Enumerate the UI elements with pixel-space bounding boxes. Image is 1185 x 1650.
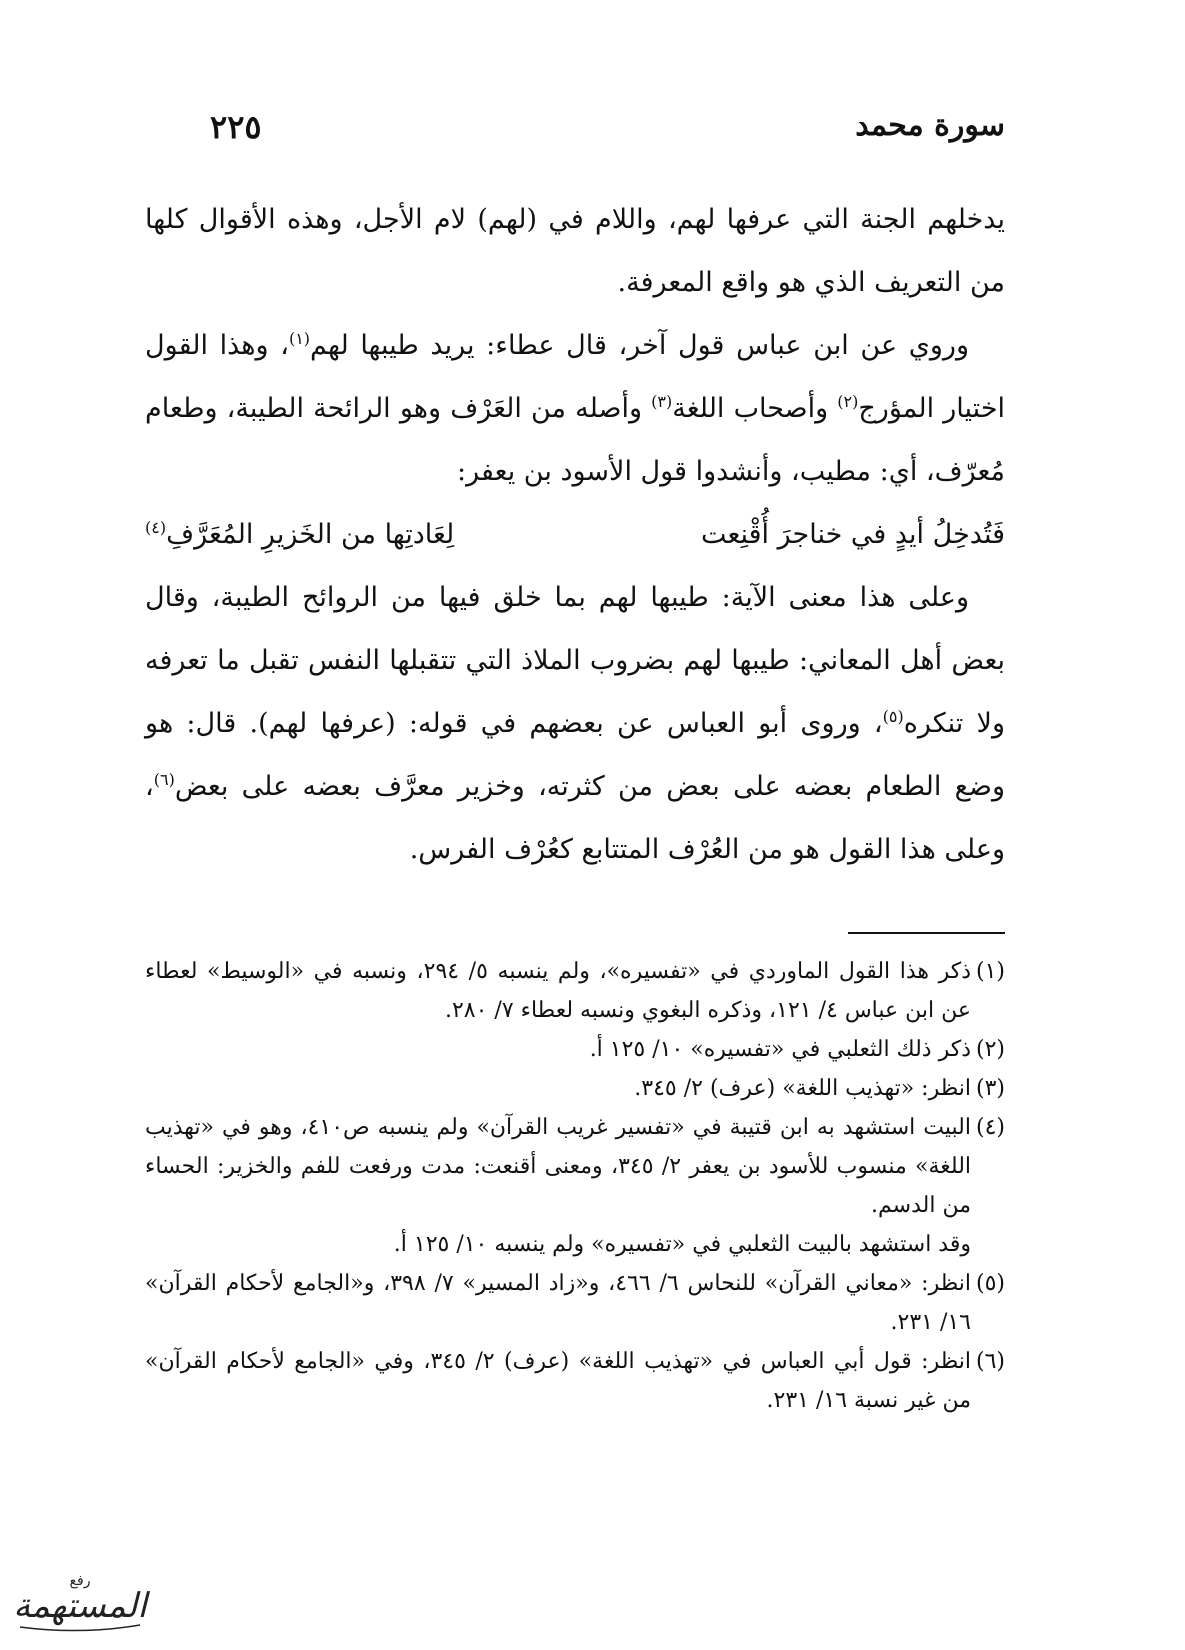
footnote bbox=[145, 1069, 1005, 1108]
paragraph-2-part-d: وأصله من العَرْف وهو الرائحة الطيبة، وطعام مُعرّف، أي: مطيب، وأنشدوا قول الأسود بن يعفر: bbox=[145, 393, 1005, 487]
footnote bbox=[145, 1342, 1005, 1420]
paragraph-1: يدخلهم الجنة التي عرفها لهم، واللام في (لهم) لام الأجل، وهذه الأقوال كلها من التعريف الذي هو واقع المعرفة. bbox=[145, 204, 1005, 298]
poetry-verse bbox=[145, 503, 1005, 566]
footnote-text: انظر: قول أبي العباس في «تهذيب اللغة» (عرف) ٢/ ٣٤٥، وفي «الجامع لأحكام القرآن» من غير نسبة ١٦/ ٢٣١. bbox=[145, 1349, 972, 1413]
footnote-number: (٣) bbox=[975, 1076, 1005, 1101]
footnotes bbox=[145, 952, 1005, 1420]
footnote bbox=[145, 1030, 1005, 1069]
footnote-ref-2[interactable]: (٢) bbox=[837, 392, 859, 411]
verse-second-hemistich: لِعَادتِها من الخَزيرِ المُعَرَّفِ bbox=[166, 519, 455, 550]
paragraph-3 bbox=[145, 566, 1005, 881]
logo-main-text: المستهمة bbox=[13, 1586, 147, 1626]
footnote-ref-1[interactable]: (١) bbox=[288, 329, 311, 348]
footnote-number: (٤) bbox=[975, 1115, 1005, 1140]
footnote-ref-6[interactable]: (٦) bbox=[153, 770, 175, 789]
footnote-ref-5[interactable]: (٥) bbox=[882, 707, 904, 726]
footnote-number: (١) bbox=[975, 959, 1005, 984]
paragraph-3-part-a: وعلى هذا معنى الآية: طيبها لهم بما خلق فيها من الروائح الطيبة، وقال بعض أهل المعاني: طيبها لهم بضروب الملاذ التي تتقبلها النفس تقبل ما تعرفه ولا تنكره bbox=[145, 582, 1005, 739]
footnote-ref-3[interactable]: (٣) bbox=[651, 392, 673, 411]
paragraph-3-part-c: ، وعلى هذا القول هو من العُرْف المتتابع كعُرْف الفرس. bbox=[145, 771, 1005, 865]
main-text bbox=[145, 188, 1005, 881]
footnote-text: ذكر هذا القول الماوردي في «تفسيره»، ولم ينسبه ٥/ ٢٩٤، ونسبه في «الوسيط» لعطاء عن ابن عباس ٤/ ١٢١، وذكره البغوي ونسبه لعطاء ٧/ ٢٨٠. bbox=[145, 959, 972, 1023]
verse-first-hemistich: فَتُدخِلُ أيدٍ في خناجرَ أُقْنِعت bbox=[700, 519, 1005, 550]
footnote-text: انظر: «تهذيب اللغة» (عرف) ٢/ ٣٤٥. bbox=[634, 1076, 971, 1101]
paragraph-3-part-b: ، وروى أبو العباس عن بعضهم في قوله: (عرفها لهم). قال: هو وضع الطعام بعضه على بعض من كثرته، وخزير معرَّف بعضه على بعض bbox=[145, 708, 1005, 802]
footnote-divider bbox=[848, 932, 1005, 934]
page-header bbox=[200, 108, 1005, 158]
footnote-text: البيت استشهد به ابن قتيبة في «تفسير غريب القرآن» ولم ينسبه ص٤١٠، وهو في «تهذيب اللغة» منسوب للأسود بن يعفر ٢/ ٣٤٥، ومعنى أقنعت: مدت ورفعت للفم والخزير: الحساء من الدسم. bbox=[145, 1115, 972, 1218]
footnote-ref-4[interactable]: (٤) bbox=[145, 518, 167, 537]
footnote-number: (٥) bbox=[975, 1271, 1005, 1296]
footnote bbox=[145, 1264, 1005, 1342]
page-number: ٢٢٥ bbox=[210, 108, 262, 146]
verse-second-hemistich-wrap bbox=[145, 503, 454, 566]
footnote-text: ذكر ذلك الثعلبي في «تفسيره» ١٠/ ١٢٥ أ. bbox=[589, 1037, 971, 1062]
footnote bbox=[145, 1108, 1005, 1264]
paragraph-2-part-b: ، وهذا القول اختيار المؤرج bbox=[145, 330, 1006, 424]
publisher-logo bbox=[5, 1565, 155, 1637]
surah-title: سورة محمد bbox=[855, 108, 1005, 143]
footnote bbox=[145, 952, 1005, 1030]
paragraph-2-part-c: وأصحاب اللغة bbox=[672, 393, 838, 424]
paragraph-2 bbox=[145, 314, 1005, 503]
footnote-number: (٦) bbox=[975, 1349, 1005, 1374]
paragraph-2-part-a: وروي عن ابن عباس قول آخر، قال عطاء: يريد طيبها لهم bbox=[310, 330, 969, 361]
footnote-text: انظر: «معاني القرآن» للنحاس ٦/ ٤٦٦، و«زاد المسير» ٧/ ٣٩٨، و«الجامع لأحكام القرآن» ١٦/ ٢٣١. bbox=[145, 1271, 971, 1335]
footnote-extra-text: وقد استشهد بالبيت الثعلبي في «تفسيره» ولم ينسبه ١٠/ ١٢٥ أ. bbox=[393, 1232, 971, 1257]
footnote-number: (٢) bbox=[975, 1037, 1005, 1062]
logo-small-text: رفع bbox=[69, 1573, 91, 1589]
